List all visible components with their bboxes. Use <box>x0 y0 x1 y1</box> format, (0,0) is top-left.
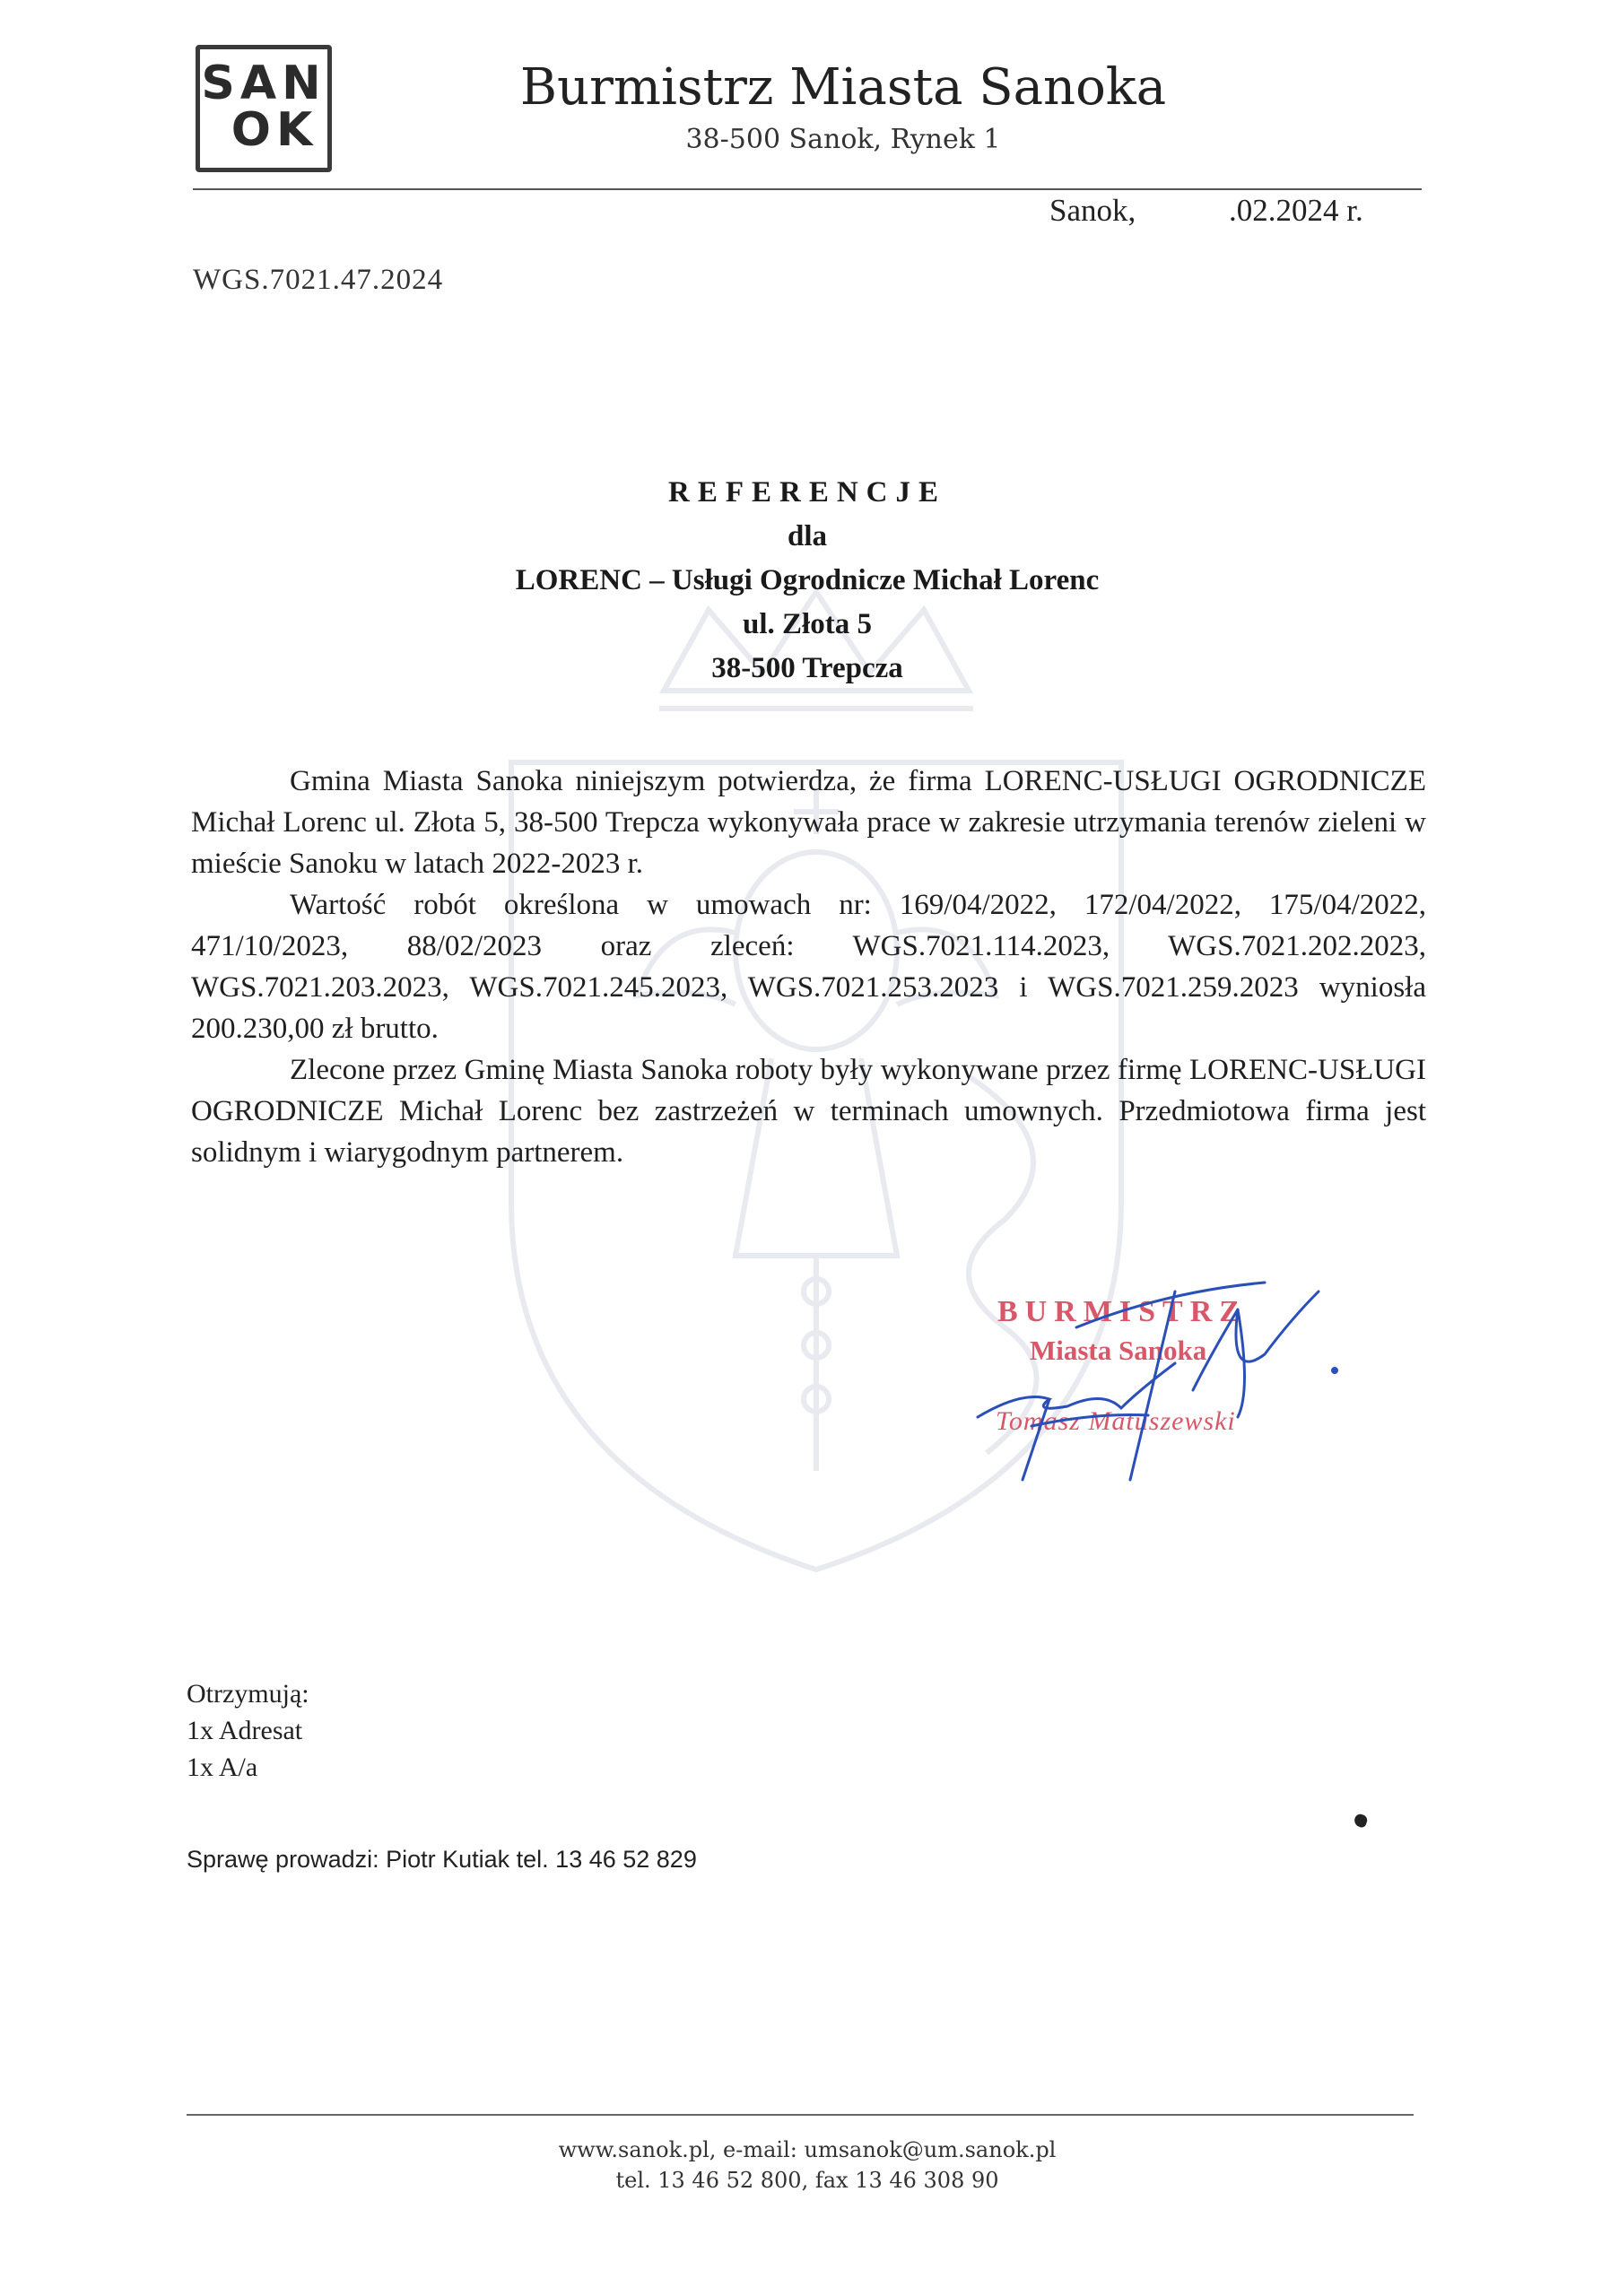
header-divider <box>193 188 1422 190</box>
company-city: 38-500 Trepcza <box>711 652 903 684</box>
body-paragraph-2: Wartość robót określona w umowach nr: 169/04/2022, 172/04/2022, 175/04/2022, 471/10/2023, 88/02/2023 oraz zleceń: WGS.7021.114.2023, WGS.7021.202.2023, WGS.7021.203.2023, WGS.7021.245.2023, WGS.7021.253.2023 i WGS.7021.259.2023 wyniosła 200.230,00 zł brutto. <box>191 889 1426 1045</box>
footer-contact: www.sanok.pl, e-mail: umsanok@um.sanok.pl <box>558 2137 1057 2162</box>
body-paragraph-1: Gmina Miasta Sanoka niniejszym potwierdza, że firma LORENC-USŁUGI OGRODNICZE Michał Lorenc ul. Złota 5, 38-500 Trepcza wykonywała prace w zakresie utrzymania terenów zieleni w mieście Sanoku w latach 2022-2023 r. <box>191 765 1426 880</box>
handled-by: Sprawę prowadzi: Piotr Kutiak tel. 13 46 52 829 <box>187 1846 697 1873</box>
recipients-heading: Otrzymują: <box>187 1679 309 1709</box>
ink-dot <box>1353 1813 1369 1829</box>
footer-divider <box>187 2114 1414 2116</box>
place: Sanok, <box>1049 193 1136 228</box>
body-paragraph-3: Zlecone przez Gminę Miasta Sanoka roboty były wykonywane przez firmę LORENC-USŁUGI OGRODNICZE Michał Lorenc bez zastrzeżeń w terminach umownych. Przedmiotowa firma jest solidnym i wiarygodnym partnerem. <box>191 1054 1426 1169</box>
reference-number: WGS.7021.47.2024 <box>193 264 444 296</box>
letter-body <box>191 761 1426 1173</box>
letterhead-address: 38-500 Sanok, Rynek 1 <box>685 124 1001 155</box>
stamp-title: BURMISTRZ <box>997 1295 1247 1328</box>
logo-line2: OK <box>231 103 318 157</box>
place-date <box>1049 193 1426 229</box>
stamp-name: Tomasz Matuszewski <box>996 1406 1236 1436</box>
sanok-logo <box>196 45 332 172</box>
footer <box>448 2135 1166 2196</box>
heading-for: dla <box>787 520 828 552</box>
title-block <box>359 471 1256 691</box>
recipient-item: 1x Adresat <box>187 1716 303 1745</box>
handwritten-signature <box>969 1256 1363 1507</box>
recipient-item: 1x A/a <box>187 1752 258 1782</box>
date: .02.2024 r. <box>1229 193 1363 228</box>
company-name: LORENC – Usługi Ogrodnicze Michał Lorenc <box>515 564 1100 596</box>
recipients <box>187 1675 309 1786</box>
footer-phone: tel. 13 46 52 800, fax 13 46 308 90 <box>615 2168 999 2193</box>
document-heading: REFERENCJE <box>667 476 947 509</box>
logo-line1: SAN <box>201 57 326 110</box>
letterhead-title: Burmistrz Miasta Sanoka <box>519 58 1167 117</box>
company-street: ul. Złota 5 <box>743 608 872 640</box>
stamp-office: Miasta Sanoka <box>1030 1335 1207 1366</box>
